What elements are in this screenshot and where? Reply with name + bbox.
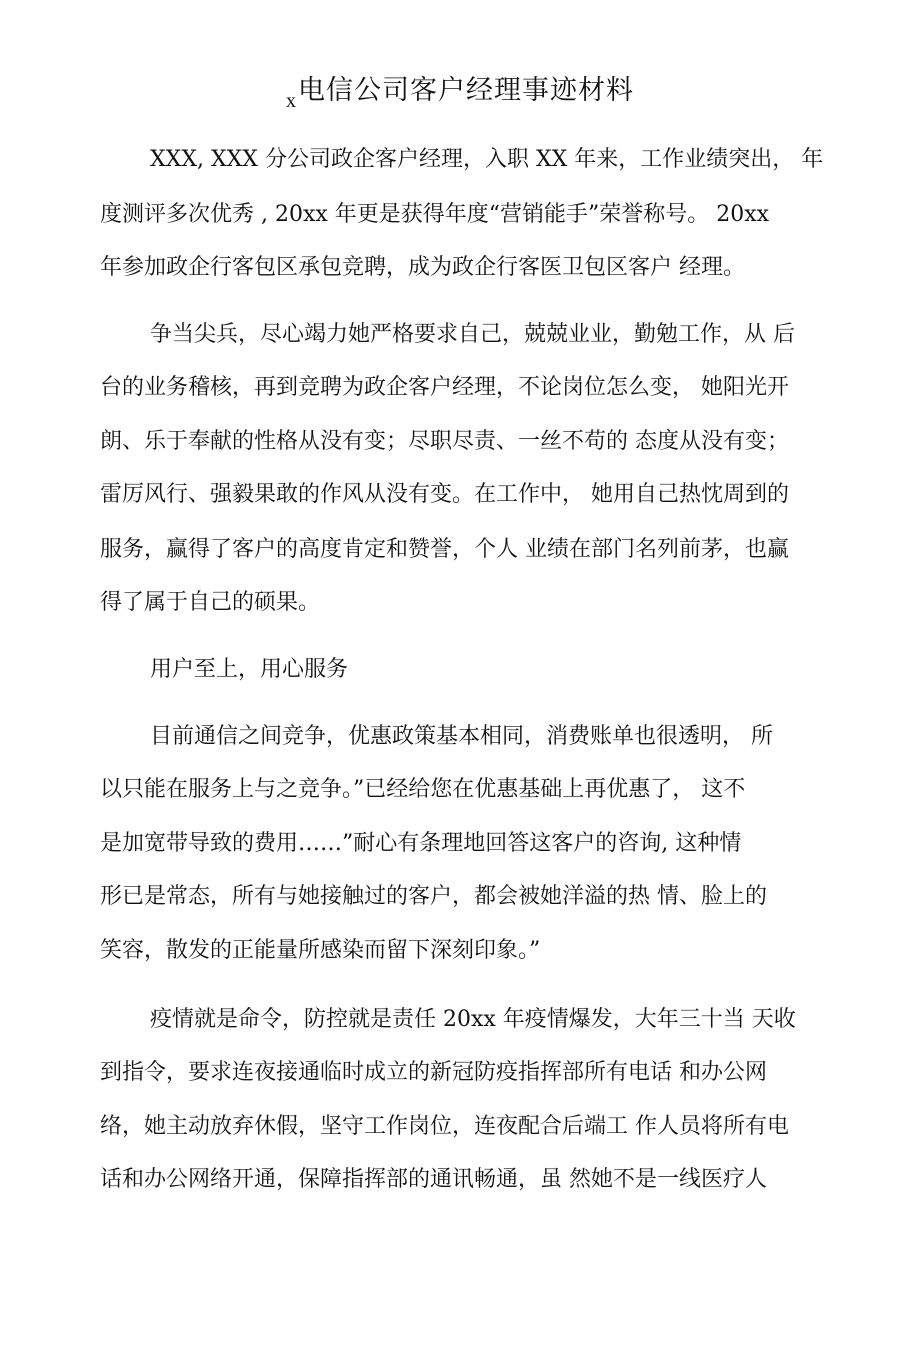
paragraph-line: 疫情就是命令，防控就是责任 20xx 年疫情爆发，大年三十当 天收 — [150, 1007, 796, 1032]
paragraph-line: 话和办公网络开通，保障指挥部的通讯畅通，虽 然她不是一线医疗人 — [100, 1167, 767, 1192]
document-title — [0, 68, 920, 112]
paragraph-line: 度测评多次优秀 , 20xx 年更是获得年度“营销能手”荣誉称号。 20xx — [100, 202, 770, 227]
paragraph-line: 是加宽带导致的费用……”耐心有条理地回答这客户的咨询, 这种情 — [100, 831, 742, 856]
paragraph-line: 年参加政企行客包区承包竞聘，成为政企行客医卫包区客户 经理。 — [100, 255, 745, 280]
section-heading: 用户至上，用心服务 — [150, 657, 349, 682]
paragraph-line: 目前通信之间竞争，优惠政策基本相同，消费账单也很透明， 所 — [150, 724, 773, 749]
paragraph-line: 形已是常态，所有与她接触过的客户，都会被她洋溢的热 情、脸上的 — [100, 884, 767, 909]
paragraph-line: 朗、乐于奉献的性格从没有变；尽职尽责、一丝不苟的 态度从没有变； — [100, 429, 789, 454]
paragraph-line: 台的业务稽核，再到竞聘为政企客户经理，不论岗位怎么变， 她阳光开 — [100, 375, 789, 400]
paragraph-line: 争当尖兵，尽心竭力她严格要求自己，兢兢业业，勤勉工作，从 后 — [150, 322, 795, 347]
paragraph-line: XXX, XXX 分公司政企客户经理，入职 XX 年来，工作业绩突出， 年 — [150, 147, 824, 172]
title-text: 电信公司客户经理事迹材料 — [298, 75, 634, 106]
paragraph-line: 得了属于自己的硕果。 — [100, 590, 321, 615]
title-prefix: x — [286, 90, 297, 112]
paragraph-line: 络，她主动放弃休假，坚守工作岗位，连夜配合后端工 作人员将所有电 — [100, 1114, 789, 1139]
paragraph-line: 笑容，散发的正能量所感染而留下深刻印象。” — [100, 938, 541, 963]
paragraph-line: 到指令，要求连夜接通临时成立的新冠防疫指挥部所有电话 和办公网 — [100, 1060, 767, 1085]
paragraph-line: 以只能在服务上与之竞争。”已经给您在优惠基础上再优惠了， 这不 — [100, 777, 746, 802]
paragraph-line: 服务，赢得了客户的高度肯定和赞誉，个人 业绩在部门名列前茅，也赢 — [100, 537, 789, 562]
paragraph-line: 雷厉风行、强毅果敢的作风从没有变。在工作中， 她用自己热忱周到的 — [100, 482, 789, 507]
